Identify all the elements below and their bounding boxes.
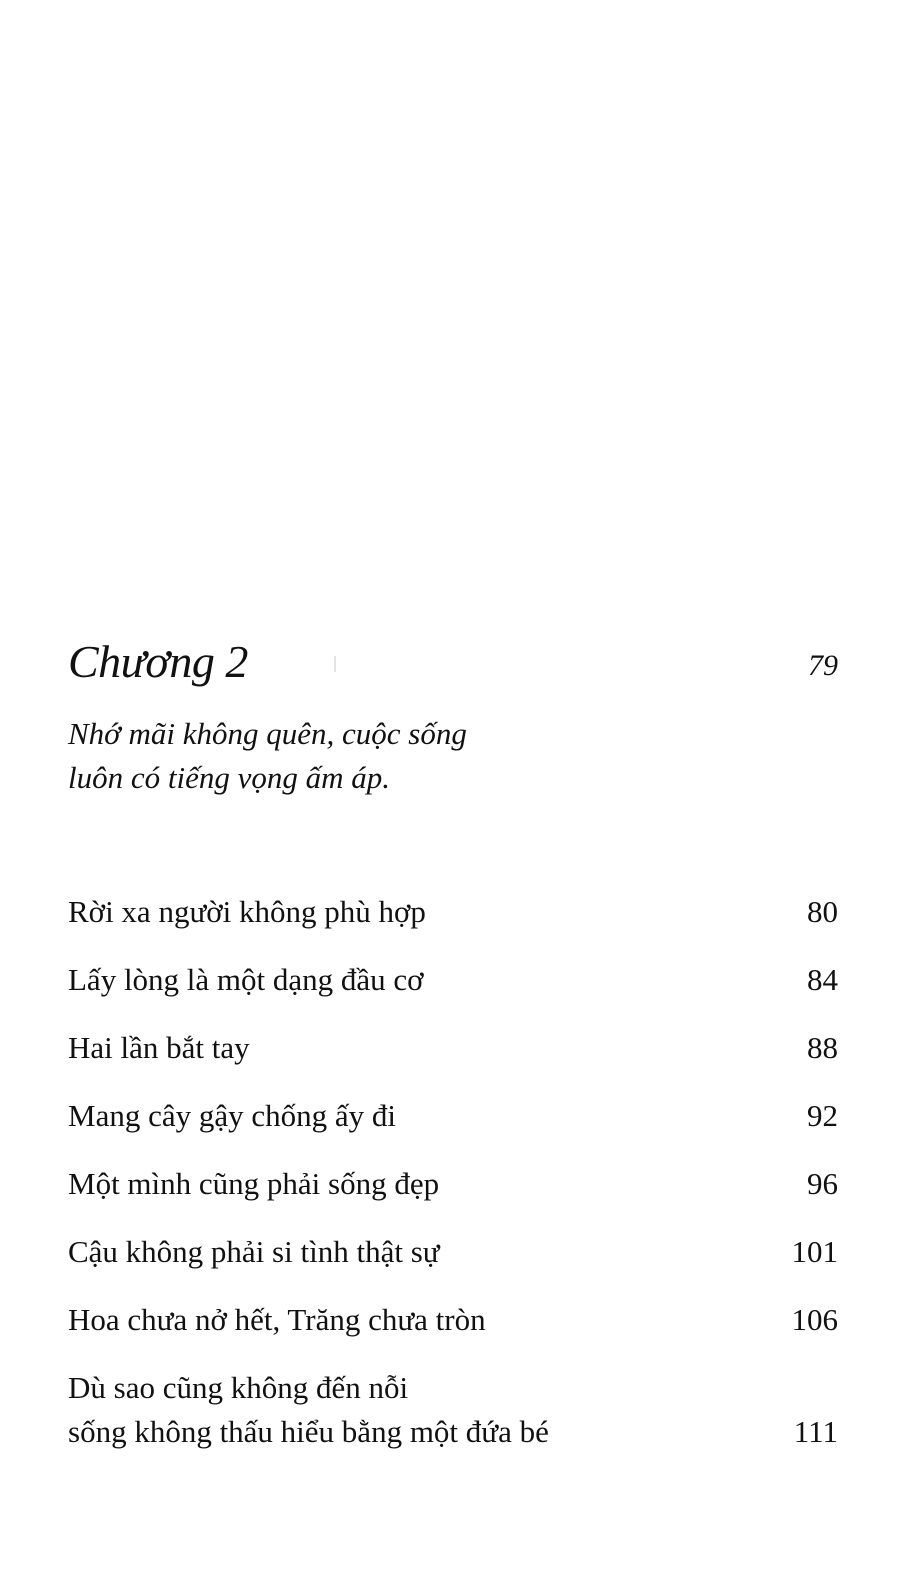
toc-entry-title: Một mình cũng phải sống đẹp xyxy=(68,1166,440,1201)
toc-entry-title-line: sống không thấu hiểu bằng một đứa bé xyxy=(68,1414,549,1449)
toc-entry-title: Lấy lòng là một dạng đầu cơ xyxy=(68,962,424,997)
toc-entry-title xyxy=(68,1366,549,1454)
toc-entry-title: Hai lần bắt tay xyxy=(68,1030,250,1065)
toc-entry-page: 111 xyxy=(793,1414,838,1449)
toc-entry-title: Cậu không phải si tình thật sự xyxy=(68,1234,440,1269)
toc-entry-page: 96 xyxy=(807,1166,838,1201)
toc-entry-page: 88 xyxy=(807,1030,838,1065)
toc-entry[interactable] xyxy=(68,1230,838,1274)
toc-entry[interactable] xyxy=(68,1162,838,1206)
chapter-subtitle xyxy=(68,712,628,800)
toc-entry-page: 106 xyxy=(791,1302,838,1337)
toc-entry[interactable] xyxy=(68,1026,838,1070)
toc-entry-title: Rời xa người không phù hợp xyxy=(68,894,426,929)
toc-entry-page: 84 xyxy=(807,962,838,997)
toc-entry-page: 101 xyxy=(791,1234,838,1269)
toc-entry[interactable] xyxy=(68,958,838,1002)
toc-entry-page: 92 xyxy=(807,1098,838,1133)
toc-entry[interactable] xyxy=(68,1298,838,1342)
toc-entry[interactable] xyxy=(68,890,838,934)
chapter-page-number: 79 xyxy=(808,649,838,682)
table-of-contents xyxy=(68,890,838,1478)
toc-entry-title: Hoa chưa nở hết, Trăng chưa tròn xyxy=(68,1302,486,1337)
subtitle-line: luôn có tiếng vọng ấm áp. xyxy=(68,760,391,795)
toc-entry-title-line: Dù sao cũng không đến nỗi xyxy=(68,1370,409,1405)
toc-entry-page: 80 xyxy=(807,894,838,929)
chapter-heading xyxy=(68,634,838,694)
toc-entry[interactable] xyxy=(68,1094,838,1138)
toc-entry[interactable] xyxy=(68,1366,838,1454)
toc-entry-title: Mang cây gậy chống ấy đi xyxy=(68,1098,396,1133)
chapter-title: Chương 2 xyxy=(68,636,248,687)
subtitle-line: Nhớ mãi không quên, cuộc sống xyxy=(68,716,467,751)
